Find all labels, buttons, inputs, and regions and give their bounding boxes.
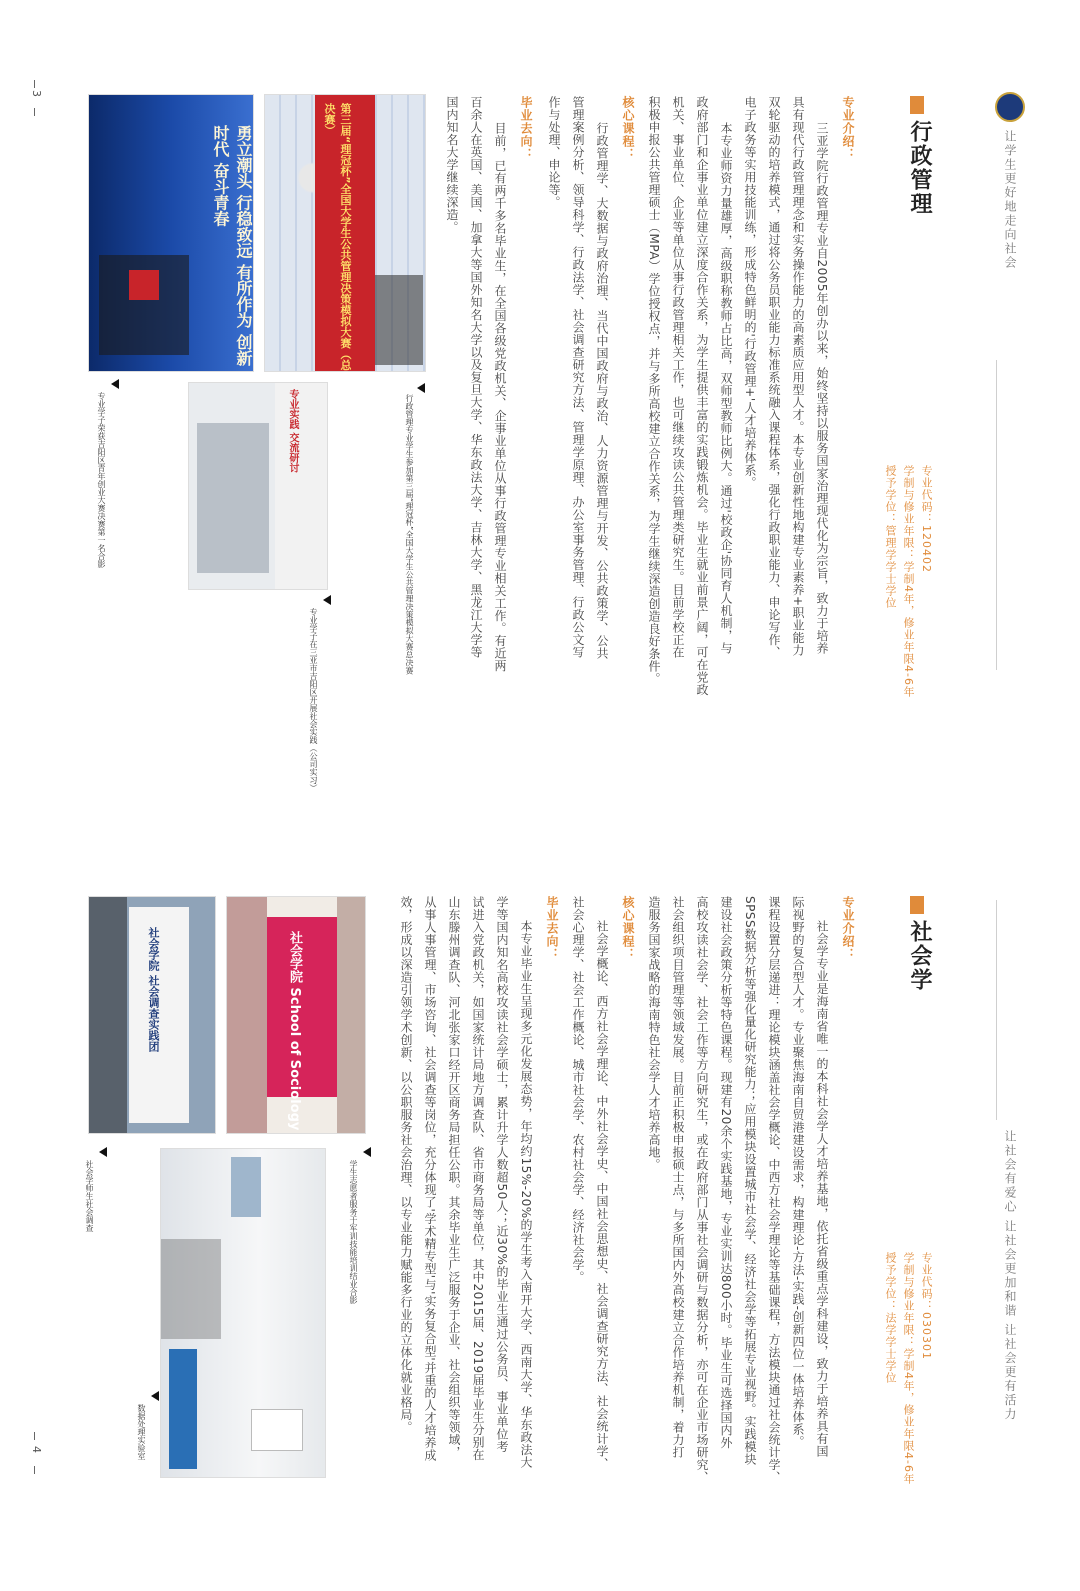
- intro-line: 课程设置分层递进：理论模块涵盖社会学概论、中西方社会学理论等基础课程，方法模块通过社会统计学、: [767, 896, 781, 1484]
- seminar-photo: [188, 382, 328, 590]
- core-line: 作与处理、申论等。: [547, 96, 561, 209]
- caption-marker-icon: [417, 383, 425, 393]
- intro-line: 三亚学院行政管理专业自2005年创办以来，始终坚持以服务国家治理现代化为宗旨，致力于培养: [815, 122, 829, 655]
- program-info-line: 授予学位：法学学士学位: [884, 1252, 897, 1384]
- page-number-tick: [34, 1466, 35, 1474]
- header-divider: [996, 360, 997, 670]
- competition-photo: [264, 94, 426, 372]
- core-line: 管理案例分析、领导科学、行政法学、社会调查研究方法、管理学原理、办公室事务管理、行政公文写: [571, 96, 585, 659]
- projection-screen: [251, 1409, 303, 1451]
- competition-banner-text: 第三届“理冠杯”全国大学生公共管理决策模拟大赛（总决赛）: [323, 103, 352, 371]
- career-line: 从事人事管理、市场咨询、社会调查等岗位，充分体现了'学术精专型'与'实务复合型'并重的人才培养成: [423, 896, 437, 1462]
- stage-backdrop-text: 勇立潮头 行稳致远 有所作为 创新时代 奋斗青春: [211, 125, 253, 366]
- photo-caption: 学生志愿者服务于军训技能培训结业合影: [349, 1160, 358, 1304]
- intro-line: 社会组织项目管理等领域发展。目前正积极申报硕士点，与多所国内外高校建立合作培养机制，着力打: [671, 896, 685, 1459]
- people-group: [375, 275, 423, 365]
- window: [231, 1157, 261, 1217]
- survey-team-photo: [88, 896, 216, 1134]
- intro-line: 本专业师资力量雄厚，高级职称教师占比高，双师型教师比例大。通过'校政企'协同育人机制，与: [719, 122, 733, 655]
- career-line: 百余人在英国、美国、加拿大等国外知名大学以及复旦大学、华东政法大学、吉林大学、黑龙江大学等: [469, 96, 483, 659]
- page-number: 4: [30, 1446, 43, 1453]
- university-logo-icon: [995, 92, 1025, 122]
- page-motto: 让学生更好地走向社会: [1003, 130, 1017, 270]
- data-lab-photo: [160, 1148, 326, 1478]
- caption-marker-icon: [323, 595, 331, 605]
- intro-line: 具有现代行政管理理念和实务操作能力的高素质应用型人才。本专业创新性地构建专业素养+职业能力: [791, 96, 805, 657]
- sociology-banner-text: 社会学院 School of Sociology: [287, 931, 302, 1131]
- program-info-line: 专业代码：030301: [920, 1252, 933, 1360]
- intro-line: 造服务国家战略的海南特色社会学人才培养高地。: [647, 896, 661, 1171]
- intro-line: 双轮驱动的培养模式，通过将公务员职业能力标准系统融入课程体系，强化行政职业能力、申论写作、: [767, 96, 781, 659]
- photo-caption: 专业学子在三亚市吉阳区开展社会实践（公司实习）: [309, 608, 318, 792]
- program-info-line: 专业代码：120402: [920, 465, 933, 573]
- intro-heading: 专业介绍：: [841, 896, 855, 961]
- core-line: 社会学概论、西方社会学理论、中外社会学史、中国社会思想史、社会调查研究方法、社会统计学、: [595, 920, 609, 1470]
- career-heading: 毕业去向：: [519, 96, 533, 161]
- section-title: 社会学: [907, 920, 932, 992]
- program-info-line: 授予学位：管理学学士学位: [884, 465, 897, 609]
- page-number-tick: [34, 1432, 35, 1440]
- career-heading: 毕业去向：: [545, 896, 559, 961]
- title-accent-bar: [910, 96, 924, 114]
- program-info-line: 学制与修业年限：学制4年，修业年限4-6年: [902, 465, 915, 698]
- award-board: [129, 270, 159, 300]
- core-line: 社会心理学、社会工作概论、城市社会学、农村社会学、经济社会学。: [571, 896, 585, 1284]
- section-title: 行政管理: [907, 120, 932, 216]
- photo-caption: 社会学师生社会调查: [85, 1160, 94, 1232]
- intro-line: 高校攻读社会学、社会工作等方向研究生，或在政府部门从事社会调研与数据分析，亦可在企业市场研究、: [695, 896, 709, 1484]
- caption-marker-icon: [151, 1391, 159, 1401]
- people-group: [227, 897, 267, 1133]
- career-line: 试进入党政机关，如国家统计局地方调查队、省市商务局等单位，其中2015届、2019届毕业生分别在: [471, 896, 485, 1462]
- photo-caption: 数据处理实验室: [137, 1404, 146, 1460]
- intro-heading: 专业介绍：: [841, 96, 855, 161]
- intro-line: 际视野的复合型人才。专业聚焦海南自贸港建设需求，构建理论-方法-实践-创新四位一体培养体系。: [791, 896, 805, 1448]
- intro-line: 社会学专业是海南省唯一的本科社会学人才培养基地，依托省级重点学科建设，致力于培养具有国: [815, 920, 829, 1458]
- caption-marker-icon: [99, 1147, 107, 1157]
- career-line: 效，形成以深造引领学术创新、以公职服务社会治理、以专业能力赋能多行业的立体化就业格局。: [399, 896, 413, 1434]
- page-number-tick: [34, 108, 35, 116]
- page-number-tick: [34, 80, 35, 88]
- program-info-line: 学制与修业年限：学制4年，修业年限4-6年: [902, 1252, 915, 1485]
- title-accent-bar: [910, 896, 924, 914]
- sociology-group-photo: [226, 896, 366, 1134]
- people-group: [197, 423, 269, 573]
- award-stage-photo: [88, 94, 254, 372]
- intro-line: 电子政务等实用技能训练，形成特色鲜明的'行政管理+'人才培养体系。: [743, 96, 757, 490]
- desks: [161, 1239, 221, 1339]
- caption-marker-icon: [363, 1147, 371, 1157]
- caption-marker-icon: [111, 379, 119, 389]
- seminar-banner-text: 专业实践 交流研讨: [287, 389, 298, 473]
- photo-caption: 专业学子荣获吉阳区青年创业大赛决赛第一名合影: [97, 392, 106, 568]
- survey-banner-text: 社会学院 社会调查实践团: [147, 927, 160, 1052]
- intro-line: 机关、事业单位、企业等单位从事行政管理相关工作，也可继续攻读公共管理类研究生。目前学校正在: [671, 96, 685, 659]
- core-heading: 核心课程：: [621, 96, 635, 161]
- core-line: 行政管理学、大数据与政府治理、当代中国政府与政治、人力资源管理与开发、公共政策学、公共: [595, 122, 609, 660]
- intro-line: 建设社会政策分析等特色课程。现建有20余个实践基地，专业实训达800小时。毕业生可选择国内外: [719, 896, 733, 1450]
- career-line: 国内知名大学继续深造。: [445, 96, 459, 234]
- people-group: [337, 897, 365, 1133]
- page-number: 3: [30, 90, 43, 97]
- intro-line: SPSS数据分析等强化量化研究能力；应用模块设置城市社会学、经济社会学等拓展专业视野。实践模块: [743, 896, 757, 1466]
- people-group: [89, 897, 127, 1133]
- career-line: 山东滕州调查队、河北张家口经开区商务局担任公职。其余毕业生广泛服务于企业、社会组织等领域，: [447, 896, 461, 1459]
- screen: [169, 1349, 197, 1469]
- career-line: 本专业毕业生呈现多元化发展态势，年均约15%-20%的学生考入南开大学、西南大学、华东政法大: [519, 920, 533, 1469]
- career-line: 目前，已有两千多名毕业生，在全国各级党政机关、企事业单位从事行政管理专业相关工作。有近两: [493, 122, 507, 672]
- intro-line: 积极申报公共管理硕士（MPA）学位授权点，并与多所高校建立合作关系，为学生继续深造创造良好条件。: [647, 96, 661, 686]
- banner: [275, 383, 327, 589]
- career-line: 学等国内知名高校攻读社会学硕士，累计升学人数超50人；近30%的毕业生通过公务员、事业单位考: [495, 896, 509, 1453]
- page-motto: 让社会有爱心 让社会更加和谐 让社会更有活力: [1003, 1130, 1017, 1422]
- core-heading: 核心课程：: [621, 896, 635, 961]
- header-divider: [996, 900, 997, 1120]
- photo-caption: 行政管理专业学生参加第三届“理冠杯”全国大学生公共管理决策模拟大赛总决赛: [405, 394, 414, 675]
- intro-line: 政府部门和企事业单位建立深度合作关系，为学生提供丰富的实践锻炼机会。毕业生就业前景广阔，可在党政: [695, 96, 709, 696]
